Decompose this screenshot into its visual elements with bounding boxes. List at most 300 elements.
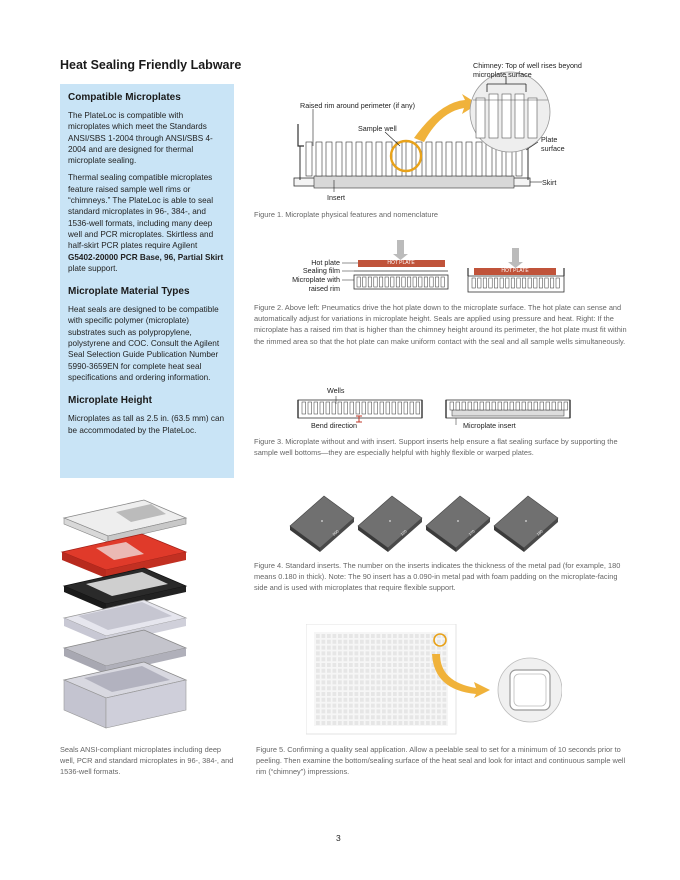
seal-impression bbox=[382, 651, 386, 655]
seal-impression bbox=[410, 657, 414, 661]
seal-impression bbox=[415, 634, 419, 638]
seal-impression bbox=[322, 657, 326, 661]
sample-well bbox=[326, 402, 330, 414]
seal-impression bbox=[327, 675, 331, 679]
sample-well bbox=[379, 277, 382, 287]
seal-impression bbox=[426, 669, 430, 673]
sample-well bbox=[350, 402, 354, 414]
seal-impression bbox=[344, 669, 348, 673]
seal-impression bbox=[410, 640, 414, 644]
insert-top bbox=[358, 496, 422, 548]
insert-dot bbox=[389, 520, 391, 522]
seal-impression bbox=[349, 634, 353, 638]
page-number: 3 bbox=[336, 833, 341, 843]
seal-impression bbox=[415, 692, 419, 696]
seal-impression bbox=[327, 698, 331, 702]
seal-impression bbox=[355, 686, 359, 690]
sample-well bbox=[374, 277, 377, 287]
sample-well bbox=[396, 277, 399, 287]
seal-impression bbox=[415, 663, 419, 667]
seal-impression bbox=[349, 646, 353, 650]
seal-impression bbox=[371, 715, 375, 719]
seal-impression bbox=[393, 634, 397, 638]
seal-impression bbox=[360, 680, 364, 684]
seal-impression bbox=[360, 721, 364, 725]
seal-impression bbox=[322, 669, 326, 673]
seal-impression bbox=[432, 715, 436, 719]
seal-impression bbox=[437, 680, 441, 684]
seal-impression bbox=[399, 709, 403, 713]
seal-impression bbox=[421, 634, 425, 638]
seal-impression bbox=[393, 721, 397, 725]
seal-impression bbox=[355, 675, 359, 679]
seal-impression bbox=[388, 657, 392, 661]
seal-impression bbox=[421, 663, 425, 667]
seal-impression bbox=[432, 692, 436, 696]
seal-impression bbox=[382, 640, 386, 644]
insert-top bbox=[426, 496, 490, 548]
figure-2-caption: Figure 2. Above left: Pneumatics drive the hot plate down to the microplate surface. The hot plate can sense and automatically adjust for variations in microplate height. Seals are applied using pressure and heat. Right: If the microplate has a raised rim that is higher than the chimney height around its perimeter, the hot plate must fit within the rimmed area so that the hot plate can make uniform contact with the seal and all sample wells simultaneously. bbox=[254, 303, 627, 346]
seal-impression bbox=[443, 657, 447, 661]
sample-well bbox=[480, 402, 484, 410]
sample-well bbox=[552, 402, 556, 410]
seal-impression bbox=[333, 634, 337, 638]
seal-impression bbox=[327, 646, 331, 650]
sample-well bbox=[357, 277, 360, 287]
seal-impression bbox=[415, 686, 419, 690]
seal-impression bbox=[327, 704, 331, 708]
seal-impression bbox=[316, 669, 320, 673]
seal-impression bbox=[388, 669, 392, 673]
sample-well bbox=[402, 277, 405, 287]
seal-impression bbox=[426, 634, 430, 638]
seal-impression bbox=[410, 686, 414, 690]
seal-impression bbox=[338, 692, 342, 696]
seal-impression bbox=[366, 692, 370, 696]
sample-well bbox=[510, 402, 514, 410]
seal-impression bbox=[377, 640, 381, 644]
seal-impression bbox=[421, 640, 425, 644]
seal-impression bbox=[404, 646, 408, 650]
sample-well bbox=[336, 142, 342, 176]
seal-impression bbox=[388, 704, 392, 708]
seal-impression bbox=[404, 709, 408, 713]
seal-impression bbox=[333, 680, 337, 684]
seal-impression bbox=[322, 709, 326, 713]
insert-dot bbox=[525, 520, 527, 522]
seal-impression bbox=[322, 651, 326, 655]
seal-impression bbox=[393, 704, 397, 708]
sample-well bbox=[392, 402, 396, 414]
seal-impression bbox=[393, 698, 397, 702]
seal-impression bbox=[344, 709, 348, 713]
seal-impression bbox=[404, 721, 408, 725]
sample-well bbox=[314, 402, 318, 414]
seal-impression bbox=[393, 715, 397, 719]
seal-impression bbox=[404, 704, 408, 708]
sample-well bbox=[346, 142, 352, 176]
insert-pad-180 bbox=[494, 496, 558, 552]
seal-impression bbox=[426, 704, 430, 708]
sample-well bbox=[413, 277, 416, 287]
seal-impression bbox=[421, 651, 425, 655]
seal-impression bbox=[437, 715, 441, 719]
seal-impression bbox=[360, 709, 364, 713]
sample-well bbox=[483, 278, 486, 288]
label-insert: Insert bbox=[327, 193, 345, 202]
seal-impression bbox=[377, 692, 381, 696]
seal-impression bbox=[316, 704, 320, 708]
seal-impression bbox=[360, 634, 364, 638]
figure-3-caption: Figure 3. Microplate without and with insert. Support inserts help ensure a flat sealing surface by supporting the sample well bottoms—they are especially helpful with highly flexible or warped plates. bbox=[254, 437, 618, 458]
seal-impression bbox=[371, 657, 375, 661]
seal-impression bbox=[322, 704, 326, 708]
figure-1-diagram bbox=[290, 62, 580, 202]
seal-impression bbox=[404, 663, 408, 667]
paragraph-text: Thermal sealing compatible microplates feature raised sample well rims or “chimneys.” The PlateLoc is able to seal standard microplates in 96-, 384-, and 1536-well formats, including many deep well and PCR microplates. Skirtless and half-skirt PCR plates require Agilent bbox=[68, 173, 214, 251]
seal-impression bbox=[443, 704, 447, 708]
sample-well bbox=[362, 402, 366, 414]
seal-impression bbox=[426, 663, 430, 667]
seal-impression bbox=[421, 715, 425, 719]
insert-top bbox=[494, 496, 558, 548]
seal-impression bbox=[421, 704, 425, 708]
seal-impression bbox=[371, 721, 375, 725]
sample-well bbox=[556, 278, 559, 288]
seal-impression bbox=[404, 675, 408, 679]
sample-well bbox=[506, 278, 509, 288]
seal-impression bbox=[344, 698, 348, 702]
seal-impression bbox=[382, 646, 386, 650]
seal-impression bbox=[322, 640, 326, 644]
seal-impression bbox=[393, 692, 397, 696]
sample-well bbox=[424, 277, 427, 287]
seal-impression bbox=[382, 709, 386, 713]
insert-pad-170 bbox=[426, 496, 490, 552]
seal-impression bbox=[437, 704, 441, 708]
seal-impression bbox=[349, 669, 353, 673]
insert-label: 170 bbox=[467, 528, 476, 537]
seal-impression bbox=[355, 715, 359, 719]
seal-impression bbox=[322, 680, 326, 684]
seal-impression bbox=[333, 715, 337, 719]
seal-impression bbox=[426, 698, 430, 702]
seal-impression bbox=[327, 657, 331, 661]
sample-well bbox=[320, 402, 324, 414]
seal-impression bbox=[316, 715, 320, 719]
seal-impression bbox=[421, 657, 425, 661]
plate-stack-illustration bbox=[56, 496, 196, 736]
seal-impression bbox=[382, 721, 386, 725]
seal-impression bbox=[410, 634, 414, 638]
seal-impression bbox=[338, 669, 342, 673]
seal-impression bbox=[421, 709, 425, 713]
seal-impression bbox=[410, 663, 414, 667]
seal-impression bbox=[437, 640, 441, 644]
figure-4-caption: Figure 4. Standard inserts. The number on the inserts indicates the thickness of the metal pad (for example, 180 means 0.180 in thick). Note: The 90 insert has a 0.090-in metal pad with foam padding on the microplate-facing side and is used with microplates that require flexible support. bbox=[254, 561, 621, 593]
sample-well bbox=[522, 402, 526, 410]
seal-impression bbox=[338, 646, 342, 650]
seal-impression bbox=[371, 663, 375, 667]
seal-impression bbox=[404, 692, 408, 696]
seal-impression bbox=[344, 663, 348, 667]
seal-impression bbox=[371, 675, 375, 679]
seal-impression bbox=[377, 715, 381, 719]
seal-impression bbox=[437, 698, 441, 702]
sample-well bbox=[468, 402, 472, 410]
seal-impression bbox=[382, 698, 386, 702]
label-sample-well: Sample well bbox=[358, 124, 397, 133]
sample-well bbox=[517, 278, 520, 288]
label-raised-rim: Raised rim around perimeter (if any) bbox=[300, 101, 416, 110]
seal-impression bbox=[410, 680, 414, 684]
label-plate-surface: Plate surface bbox=[541, 135, 565, 153]
sample-well bbox=[436, 142, 442, 176]
sample-well bbox=[344, 402, 348, 414]
seal-impression bbox=[443, 698, 447, 702]
sample-well bbox=[528, 402, 532, 410]
seal-impression bbox=[355, 640, 359, 644]
seal-impression bbox=[338, 663, 342, 667]
seal-impression bbox=[399, 704, 403, 708]
sidebar-panel bbox=[60, 84, 234, 478]
seal-impression bbox=[366, 686, 370, 690]
label-hot-plate: Hot plate bbox=[311, 258, 340, 267]
seal-impression bbox=[360, 669, 364, 673]
sample-well bbox=[534, 278, 537, 288]
sample-well bbox=[478, 278, 481, 288]
seal-impression bbox=[382, 680, 386, 684]
seal-impression bbox=[338, 640, 342, 644]
sample-well bbox=[550, 278, 553, 288]
seal-impression bbox=[338, 715, 342, 719]
label-bend-direction: Bend direction bbox=[311, 421, 357, 430]
seal-impression bbox=[366, 721, 370, 725]
sample-well bbox=[404, 402, 408, 414]
seal-impression bbox=[316, 640, 320, 644]
seal-impression bbox=[316, 663, 320, 667]
seal-impression bbox=[377, 704, 381, 708]
seal-impression bbox=[404, 669, 408, 673]
seal-impression bbox=[404, 715, 408, 719]
seal-impression bbox=[360, 704, 364, 708]
seal-impression bbox=[327, 709, 331, 713]
sample-well bbox=[456, 142, 462, 176]
seal-impression bbox=[410, 669, 414, 673]
sample-well bbox=[316, 142, 322, 176]
part-number-bold: G5402-20000 PCR Base, 96, Partial Skirt bbox=[68, 252, 224, 262]
seal-impression bbox=[355, 669, 359, 673]
seal-impression bbox=[371, 634, 375, 638]
seal-impression bbox=[327, 715, 331, 719]
sample-well bbox=[435, 277, 438, 287]
seal-impression bbox=[437, 686, 441, 690]
sample-well bbox=[462, 402, 466, 410]
label-microplate-raised-rim: Microplate with raised rim bbox=[292, 275, 340, 293]
seal-impression bbox=[421, 692, 425, 696]
seal-impression bbox=[443, 651, 447, 655]
seal-impression bbox=[388, 675, 392, 679]
seal-impression bbox=[421, 675, 425, 679]
seal-impression bbox=[415, 646, 419, 650]
seal-impression bbox=[415, 657, 419, 661]
seal-impression bbox=[388, 686, 392, 690]
section-heading-compatible-microplates: Compatible Microplates bbox=[68, 92, 181, 103]
seal-impression bbox=[360, 651, 364, 655]
seal-impression bbox=[404, 634, 408, 638]
seal-impression bbox=[349, 640, 353, 644]
sample-well bbox=[516, 402, 520, 410]
seal-impression bbox=[344, 675, 348, 679]
sample-well bbox=[356, 402, 360, 414]
seal-impression bbox=[316, 709, 320, 713]
figure-4-inserts bbox=[288, 490, 578, 560]
seal-impression bbox=[344, 680, 348, 684]
seal-impression bbox=[371, 692, 375, 696]
seal-impression bbox=[360, 657, 364, 661]
seal-impression bbox=[344, 704, 348, 708]
sample-well bbox=[430, 277, 433, 287]
seal-impression bbox=[333, 675, 337, 679]
seal-impression bbox=[360, 692, 364, 696]
sample-well bbox=[368, 277, 371, 287]
seal-impression bbox=[327, 640, 331, 644]
sample-well bbox=[385, 277, 388, 287]
seal-impression bbox=[399, 686, 403, 690]
seal-impression bbox=[377, 669, 381, 673]
seal-impression bbox=[410, 698, 414, 702]
seal-impression bbox=[355, 646, 359, 650]
seal-impression bbox=[333, 686, 337, 690]
seal-impression bbox=[355, 680, 359, 684]
seal-impression bbox=[355, 709, 359, 713]
seal-impression bbox=[316, 646, 320, 650]
seal-impression bbox=[366, 634, 370, 638]
seal-impression bbox=[338, 704, 342, 708]
seal-impression bbox=[399, 680, 403, 684]
seal-impression bbox=[399, 675, 403, 679]
seal-impression bbox=[382, 686, 386, 690]
seal-impression bbox=[382, 663, 386, 667]
sample-well bbox=[486, 402, 490, 410]
sample-well bbox=[540, 402, 544, 410]
seal-impression bbox=[360, 640, 364, 644]
seal-impression bbox=[399, 646, 403, 650]
seal-impression bbox=[349, 721, 353, 725]
seal-impression bbox=[333, 669, 337, 673]
seal-impression bbox=[382, 634, 386, 638]
sample-well bbox=[456, 402, 460, 410]
seal-impression bbox=[426, 640, 430, 644]
sample-well bbox=[366, 142, 372, 176]
seal-impression bbox=[322, 715, 326, 719]
seal-impression bbox=[393, 686, 397, 690]
seal-impression bbox=[327, 721, 331, 725]
seal-impression bbox=[443, 646, 447, 650]
seal-impression bbox=[415, 680, 419, 684]
seal-impression bbox=[426, 675, 430, 679]
figure-5-caption: Figure 5. Confirming a quality seal application. Allow a peelable seal to set for a minimum of 10 seconds prior to peeling. Then examine the bottom/sealing surface of the heat seal and look for intact and continuous sample well rim (“chimney”) impressions. bbox=[256, 745, 626, 777]
seal-impression bbox=[432, 646, 436, 650]
sample-well bbox=[476, 142, 482, 176]
seal-impression bbox=[349, 663, 353, 667]
seal-impression bbox=[415, 698, 419, 702]
seal-impression bbox=[415, 651, 419, 655]
seal-impression bbox=[399, 692, 403, 696]
label-microplate-insert: Microplate insert bbox=[463, 421, 516, 430]
sample-well bbox=[466, 142, 472, 176]
seal-impression bbox=[404, 686, 408, 690]
seal-impression bbox=[377, 651, 381, 655]
paragraph-text-end: plate support. bbox=[68, 263, 118, 273]
seal-impression bbox=[426, 680, 430, 684]
seal-impression bbox=[349, 704, 353, 708]
seal-impression bbox=[355, 698, 359, 702]
seal-impression bbox=[437, 709, 441, 713]
seal-impression bbox=[393, 663, 397, 667]
seal-impression bbox=[349, 675, 353, 679]
seal-impression bbox=[338, 698, 342, 702]
seal-impression bbox=[443, 721, 447, 725]
seal-impression bbox=[426, 692, 430, 696]
seal-impression bbox=[349, 657, 353, 661]
sample-well bbox=[450, 402, 454, 410]
seal-impression bbox=[426, 715, 430, 719]
seal-impression bbox=[366, 669, 370, 673]
seal-impression bbox=[366, 640, 370, 644]
paragraph: Microplates as tall as 2.5 in. (63.5 mm) can be accommodated by the PlateLoc. bbox=[68, 414, 225, 435]
sample-well bbox=[302, 402, 306, 414]
seal-impression bbox=[327, 663, 331, 667]
seal-impression bbox=[388, 663, 392, 667]
seal-impression bbox=[393, 680, 397, 684]
sample-well bbox=[308, 402, 312, 414]
seal-impression bbox=[366, 704, 370, 708]
seal-impression bbox=[338, 657, 342, 661]
seal-impression bbox=[316, 657, 320, 661]
seal-impression bbox=[410, 721, 414, 725]
seal-impression bbox=[410, 715, 414, 719]
seal-impression bbox=[432, 698, 436, 702]
seal-impression bbox=[349, 651, 353, 655]
sample-well bbox=[500, 278, 503, 288]
seal-impression bbox=[333, 698, 337, 702]
paragraph: The PlateLoc is compatible with microplates which meet the Standards ANSI/SBS 1-2004 through ANSI/SBS 4-2004 and are designed for thermal microplate sealing. bbox=[68, 111, 213, 166]
seal-impression bbox=[432, 709, 436, 713]
insert-pad-090 bbox=[290, 496, 354, 552]
seal-impression bbox=[366, 680, 370, 684]
seal-impression bbox=[316, 698, 320, 702]
sample-well bbox=[398, 402, 402, 414]
seal-impression bbox=[338, 709, 342, 713]
seal-impression bbox=[327, 686, 331, 690]
seal-impression bbox=[322, 663, 326, 667]
seal-impression bbox=[421, 646, 425, 650]
seal-impression bbox=[377, 634, 381, 638]
seal-impression bbox=[421, 721, 425, 725]
seal-impression bbox=[366, 709, 370, 713]
seal-impression bbox=[327, 651, 331, 655]
seal-impression bbox=[382, 692, 386, 696]
seal-impression bbox=[355, 721, 359, 725]
seal-impression bbox=[410, 709, 414, 713]
seal-impression bbox=[377, 663, 381, 667]
seal-impression bbox=[322, 634, 326, 638]
seal-impression bbox=[338, 721, 342, 725]
sample-well bbox=[511, 278, 514, 288]
seal-impression bbox=[333, 704, 337, 708]
seal-impression bbox=[316, 675, 320, 679]
